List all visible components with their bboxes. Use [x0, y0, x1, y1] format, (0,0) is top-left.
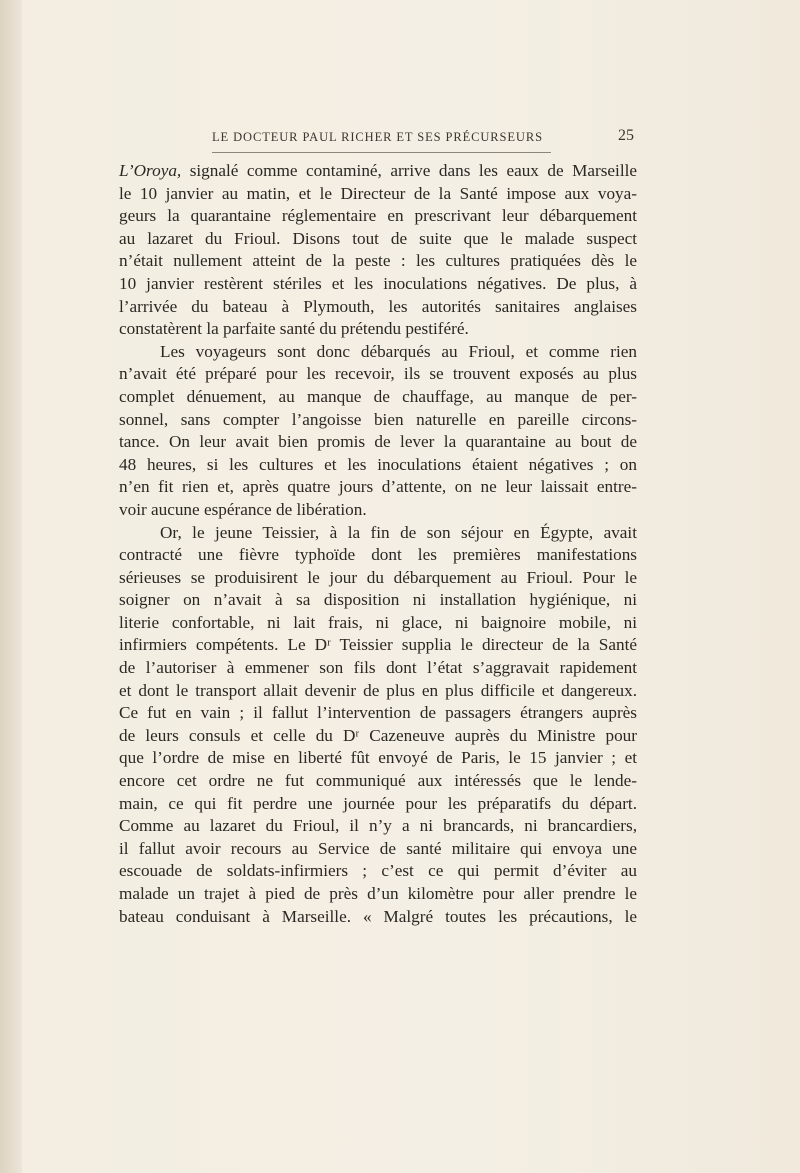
- text-line: voir aucune espérance de libération.: [119, 499, 367, 519]
- text-line: Ce fut en vain ; il fallut l’intervention de passagers étrangers auprès: [119, 703, 637, 723]
- header-rule: [212, 152, 551, 153]
- text-line: geurs la quarantaine réglementaire en prescrivant leur débarquement: [119, 206, 637, 226]
- text-line: main, ce qui fit perdre une journée pour les préparatifs du départ.: [119, 793, 637, 813]
- text-line: Les voyageurs sont donc débarqués au Frioul, et comme rien: [160, 341, 637, 361]
- body-text: [119, 160, 637, 928]
- text-line: literie confortable, ni lait frais, ni glace, ni baignoire mobile, ni: [119, 612, 637, 632]
- page-number: 25: [618, 127, 634, 144]
- text-line: [119, 160, 637, 183]
- text-line: complet dénuement, au manque de chauffage, au manque de per-: [119, 386, 637, 406]
- text-line: 10 janvier restèrent stériles et les inoculations négatives. De plus, à: [119, 273, 637, 293]
- text-line: n’en fit rien et, après quatre jours d’attente, on ne leur laissait entre-: [119, 477, 637, 497]
- text-line: tance. On leur avait bien promis de lever la quarantaine au bout de: [119, 432, 637, 452]
- text-line: encore cet ordre ne fut communiqué aux intéressés que le lende-: [119, 771, 637, 791]
- text-line: sérieuses se produisirent le jour du débarquement au Frioul. Pour le: [119, 567, 637, 587]
- text-line: de l’autoriser à emmener son fils dont l’état s’aggravait rapidement: [119, 658, 637, 678]
- text-line: soigner on n’avait à sa disposition ni installation hygiénique, ni: [119, 590, 637, 610]
- text-line: Comme au lazaret du Frioul, il n’y a ni brancards, ni brancardiers,: [119, 816, 637, 836]
- page-binding-shadow: [0, 0, 22, 1173]
- ship-name: L’Oroya,: [119, 161, 182, 180]
- text-line: de leurs consuls et celle du Dʳ Cazeneuve auprès du Ministre pour: [119, 725, 637, 745]
- text-line: constatèrent la parfaite santé du prétendu pestiféré.: [119, 319, 469, 339]
- text-line: infirmiers compétents. Le Dʳ Teissier supplia le directeur de la Santé: [119, 635, 637, 655]
- text-line: et dont le transport allait devenir de plus en plus difficile et dangereux.: [119, 680, 637, 700]
- text-line: il fallut avoir recours au Service de santé militaire qui envoya une: [119, 838, 637, 858]
- text-line: contracté une fièvre typhoïde dont les premières manifestations: [119, 545, 637, 565]
- text-line: n’avait été préparé pour les recevoir, ils se trouvent exposés au plus: [119, 364, 637, 384]
- text-line: Or, le jeune Teissier, à la fin de son séjour en Égypte, avait: [160, 522, 637, 542]
- text-line: au lazaret du Frioul. Disons tout de suite que le malade suspect: [119, 228, 637, 248]
- text-line: que l’ordre de mise en liberté fût envoyé de Paris, le 15 janvier ; et: [119, 748, 637, 768]
- text-line: n’était nullement atteint de la peste : les cultures pratiquées dès le: [119, 251, 637, 271]
- text-line: le 10 janvier au matin, et le Directeur de la Santé impose aux voya-: [119, 183, 637, 203]
- text-line-rest: signalé comme contaminé, arrive dans les eaux de Marseille: [181, 161, 637, 180]
- text-line: escouade de soldats-infirmiers ; c’est ce qui permit d’éviter au: [119, 861, 637, 881]
- running-header: LE DOCTEUR PAUL RICHER ET SES PRÉCURSEURS: [212, 130, 543, 144]
- text-line: sonnel, sans compter l’angoisse bien naturelle en pareille circons-: [119, 409, 637, 429]
- text-line: malade un trajet à pied de près d’un kilomètre pour aller prendre le: [119, 884, 637, 903]
- text-line: 48 heures, si les cultures et les inoculations étaient négatives ; on: [119, 454, 637, 474]
- text-line: l’arrivée du bateau à Plymouth, les autorités sanitaires anglaises: [119, 296, 637, 316]
- text-line: bateau conduisant à Marseille. « Malgré toutes les précautions, le: [119, 906, 637, 926]
